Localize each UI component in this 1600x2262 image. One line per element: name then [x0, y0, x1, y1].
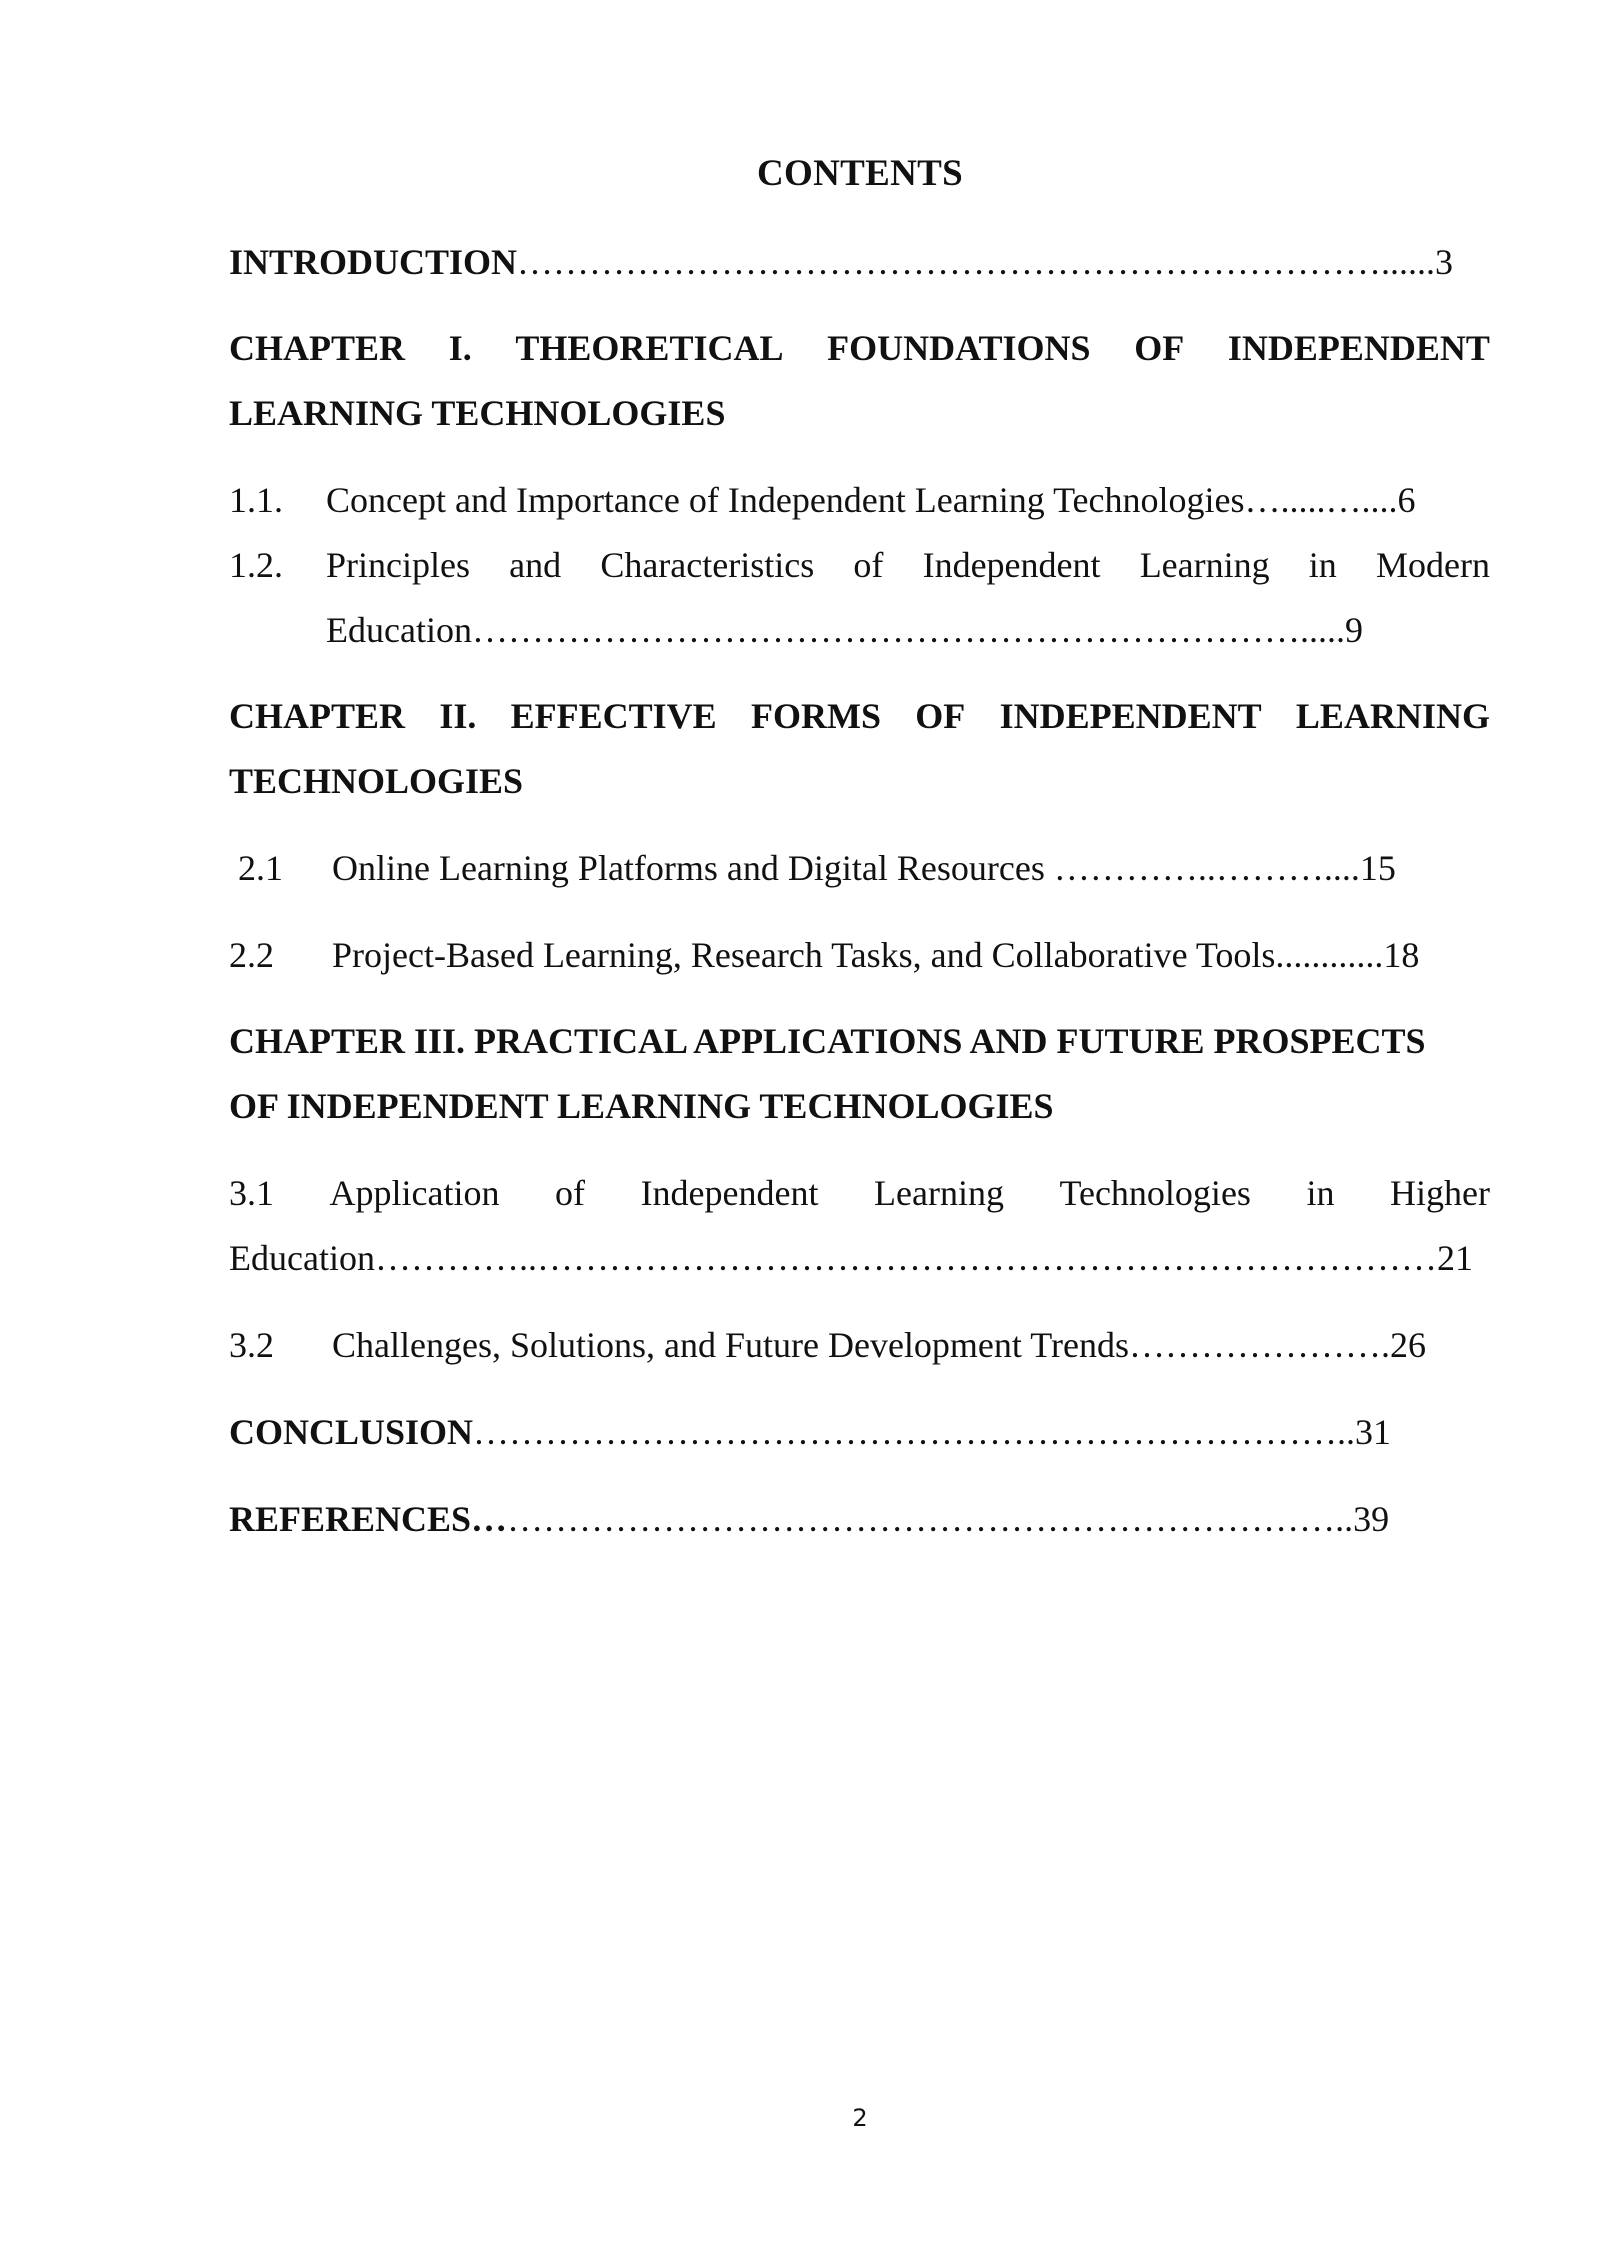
toc-leader-dots: ………………………………………………………………..	[473, 1412, 1356, 1452]
toc-page-number: 9	[1344, 610, 1363, 650]
toc-word: Learning	[1139, 545, 1270, 585]
toc-entry-references[interactable]	[229, 1497, 1490, 1541]
toc-word: Technologies	[1059, 1173, 1251, 1213]
toc-entry-conclusion[interactable]	[229, 1410, 1490, 1454]
toc-word: in	[1306, 1173, 1335, 1213]
toc-word: FOUNDATIONS	[827, 328, 1091, 368]
toc-word: I.	[448, 328, 472, 368]
toc-word: of	[555, 1173, 586, 1213]
toc-section-number: 1.1.	[229, 480, 283, 520]
toc-label: INTRODUCTION	[229, 242, 518, 282]
toc-word: Characteristics	[600, 545, 815, 585]
toc-word: EFFECTIVE	[510, 696, 717, 736]
toc-word: OF	[1134, 328, 1185, 368]
toc-word: CHAPTER	[229, 696, 406, 736]
toc-word: Application	[329, 1173, 500, 1213]
toc-word: CHAPTER	[229, 328, 406, 368]
toc-word: Independent	[922, 545, 1101, 585]
toc-leader-dots: …………………………………………………………….....	[471, 610, 1345, 650]
page-number-footer: 2	[852, 2104, 868, 2132]
toc-label: CONCLUSION	[229, 1412, 474, 1452]
toc-entry-3-1-line-2[interactable]	[229, 1236, 1490, 1280]
toc-label: Project-Based Learning, Research Tasks, and Collaborative Tools............	[332, 935, 1384, 975]
toc-word: Independent	[640, 1173, 819, 1213]
toc-word: II.	[439, 696, 477, 736]
toc-leader-dots: ……………………………………………………………..	[507, 1499, 1354, 1539]
toc-page-number: 31	[1355, 1412, 1392, 1452]
toc-section-number: 1.2.	[229, 545, 283, 585]
toc-chapter-3-line-2[interactable]: OF INDEPENDENT LEARNING TECHNOLOGIES	[229, 1086, 1054, 1126]
toc-word: and	[509, 545, 562, 585]
toc-page-number: 18	[1383, 935, 1420, 975]
toc-word: THEORETICAL	[515, 328, 784, 368]
toc-entry-3-1-line-1[interactable]	[229, 1171, 1490, 1215]
toc-section-number: 2.2	[229, 935, 274, 975]
toc-entry-1-2-line-2[interactable]	[229, 608, 1490, 652]
toc-word: FORMS	[750, 696, 881, 736]
toc-leader-dots: ………………………………………………………………......	[517, 242, 1436, 282]
toc-chapter-2-line-1[interactable]	[229, 694, 1490, 738]
toc-page-number: 39	[1353, 1499, 1390, 1539]
toc-word: in	[1308, 545, 1337, 585]
toc-word: INDEPENDENT	[1227, 328, 1490, 368]
toc-chapter-3-line-1[interactable]: CHAPTER III. PRACTICAL APPLICATIONS AND FUTURE PROSPECTS	[229, 1021, 1426, 1061]
toc-section-number: 3.1	[229, 1173, 274, 1213]
toc-label: Challenges, Solutions, and Future Development Trends………………….	[332, 1325, 1390, 1365]
toc-entry-1-1[interactable]	[229, 478, 1490, 522]
toc-entry-introduction[interactable]	[229, 240, 1490, 284]
toc-label: Education	[326, 610, 472, 650]
toc-entry-2-1[interactable]	[229, 846, 1490, 890]
toc-entry-2-2[interactable]	[229, 933, 1490, 977]
toc-leader-dots: …………..…………………………………………………………………	[374, 1238, 1437, 1278]
toc-entry-3-2[interactable]	[229, 1323, 1490, 1367]
toc-word: INDEPENDENT	[999, 696, 1262, 736]
toc-word: Modern	[1375, 545, 1490, 585]
toc-page-number: 6	[1397, 480, 1416, 520]
toc-label: Concept and Importance of Independent Learning Technologies….....…....	[326, 480, 1398, 520]
toc-chapter-2-line-2[interactable]: TECHNOLOGIES	[229, 761, 524, 801]
toc-word: Learning	[874, 1173, 1004, 1213]
toc-label: Education	[229, 1238, 375, 1278]
toc-label: REFERENCES…	[229, 1499, 508, 1539]
toc-chapter-1-line-1[interactable]	[229, 326, 1490, 370]
toc-word: LEARNING	[1295, 696, 1490, 736]
toc-section-number: 2.1	[238, 848, 283, 888]
toc-page-number: 21	[1436, 1238, 1473, 1278]
toc-section-number: 3.2	[229, 1325, 274, 1365]
toc-word: Principles	[326, 545, 470, 585]
toc-word: of	[853, 545, 884, 585]
toc-label: Online Learning Platforms and Digital Resources …………..………....	[332, 848, 1360, 888]
toc-word: OF	[915, 696, 966, 736]
toc-page-number: 26	[1389, 1325, 1426, 1365]
toc-page-number: 3	[1435, 242, 1454, 282]
toc-chapter-1-line-2[interactable]: LEARNING TECHNOLOGIES	[229, 393, 726, 433]
contents-title: CONTENTS	[757, 153, 963, 194]
toc-word: Higher	[1390, 1173, 1490, 1213]
toc-entry-1-2-line-1[interactable]	[229, 543, 1490, 587]
toc-page-number: 15	[1359, 848, 1396, 888]
